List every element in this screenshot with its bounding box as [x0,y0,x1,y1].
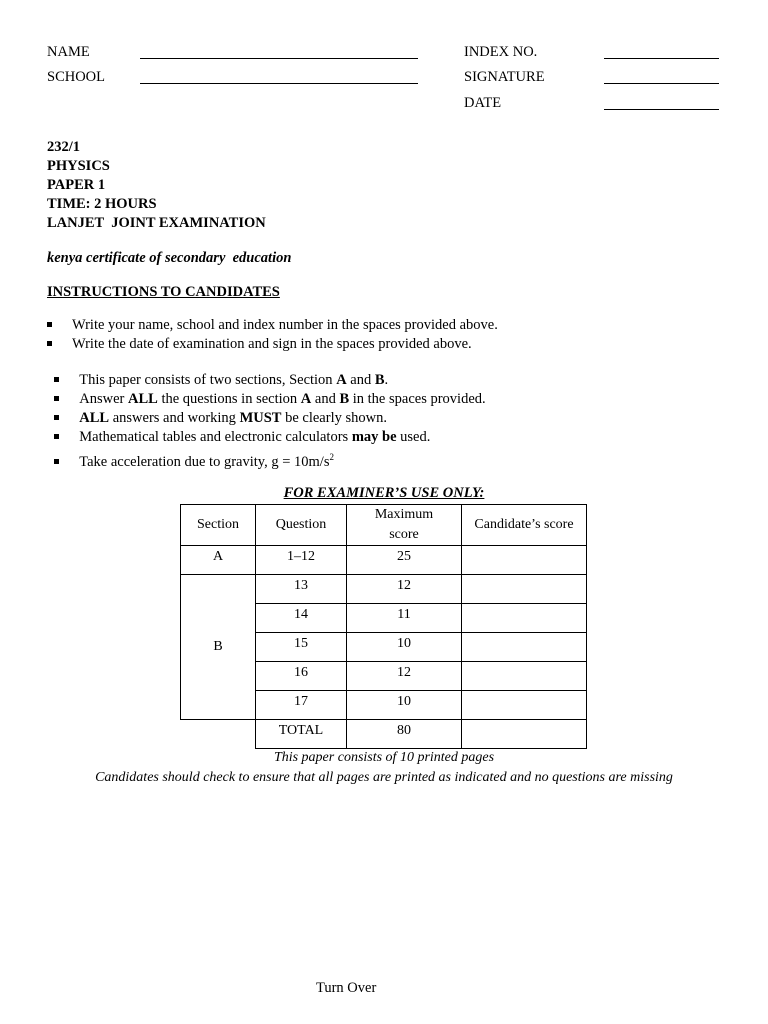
question-cell: 17 [256,691,347,720]
max-score-cell: 10 [347,633,462,662]
table-total-row [181,720,587,749]
col-header-question: Question [256,505,347,546]
col-header-max-score: Maximum score [347,505,462,546]
max-score-cell: 12 [347,662,462,691]
question-cell: 14 [256,604,347,633]
turn-over-text: Turn Over [316,980,377,996]
section-cell: A [181,546,256,575]
pages-note: This paper consists of 10 printed pages [273,750,495,765]
paper-code: 232/1 [47,139,81,155]
table-row [181,546,587,575]
candidate-score-cell[interactable] [462,546,587,575]
school-field-line[interactable] [140,83,418,84]
instruction-item: Take acceleration due to gravity, $g = 10m/s^2$ [47,433,334,470]
signature-label: SIGNATURE [464,69,545,85]
paper-time: TIME: 2 HOURS [47,196,157,212]
date-label: DATE [464,95,502,111]
section-cell: B [181,575,256,720]
instruction-item: ALL answers and working MUST be clearly shown. [47,394,387,426]
instruction-item: This paper consists of two sections, Section A and B. [47,356,388,388]
question-cell: 1–12 [256,546,347,575]
table-row [181,575,587,604]
check-note: Candidates should check to ensure that all pages are printed as indicated and no questions are missing [95,770,673,785]
col-header-candidate-score: Candidate’s score [462,505,587,546]
max-score-cell: 12 [347,575,462,604]
question-cell: 16 [256,662,347,691]
school-label: SCHOOL [47,69,106,85]
question-cell: 13 [256,575,347,604]
paper-number: PAPER 1 [47,177,106,193]
table-header-row [181,505,587,546]
instruction-item: Write your name, school and index number in the spaces provided above. [47,317,498,333]
name-label: NAME [47,44,90,60]
candidate-score-cell[interactable] [462,604,587,633]
max-score-cell: 11 [347,604,462,633]
paper-subject: PHYSICS [47,158,110,174]
exam-name: LANJET JOINT EXAMINATION [47,215,266,231]
certificate-title: kenya certificate of secondary education [47,250,292,266]
candidate-score-cell[interactable] [462,662,587,691]
index-field-line[interactable] [604,58,719,59]
bullet-icon [54,459,59,464]
empty-cell [181,720,256,749]
index-label: INDEX NO. [464,44,538,60]
bullet-icon [47,322,52,327]
instruction-item: Mathematical tables and electronic calculators may be used. [47,413,430,445]
candidate-total-cell[interactable] [462,720,587,749]
total-label: TOTAL [256,720,347,749]
candidate-score-cell[interactable] [462,633,587,662]
bullet-icon [47,341,52,346]
instruction-item: Answer ALL the questions in section A and B in the spaces provided. [47,375,486,407]
signature-field-line[interactable] [604,83,719,84]
max-score-cell: 25 [347,546,462,575]
total-value: 80 [347,720,462,749]
question-cell: 15 [256,633,347,662]
col-header-section: Section [181,505,256,546]
instruction-item: Write the date of examination and sign in the spaces provided above. [47,336,472,352]
name-field-line[interactable] [140,58,418,59]
candidate-score-cell[interactable] [462,691,587,720]
candidate-score-cell[interactable] [462,575,587,604]
examiner-heading: FOR EXAMINER’S USE ONLY: [283,485,485,501]
instructions-heading: INSTRUCTIONS TO CANDIDATES [47,284,280,300]
max-score-cell: 10 [347,691,462,720]
examiner-score-table [180,504,587,749]
date-field-line[interactable] [604,109,719,110]
